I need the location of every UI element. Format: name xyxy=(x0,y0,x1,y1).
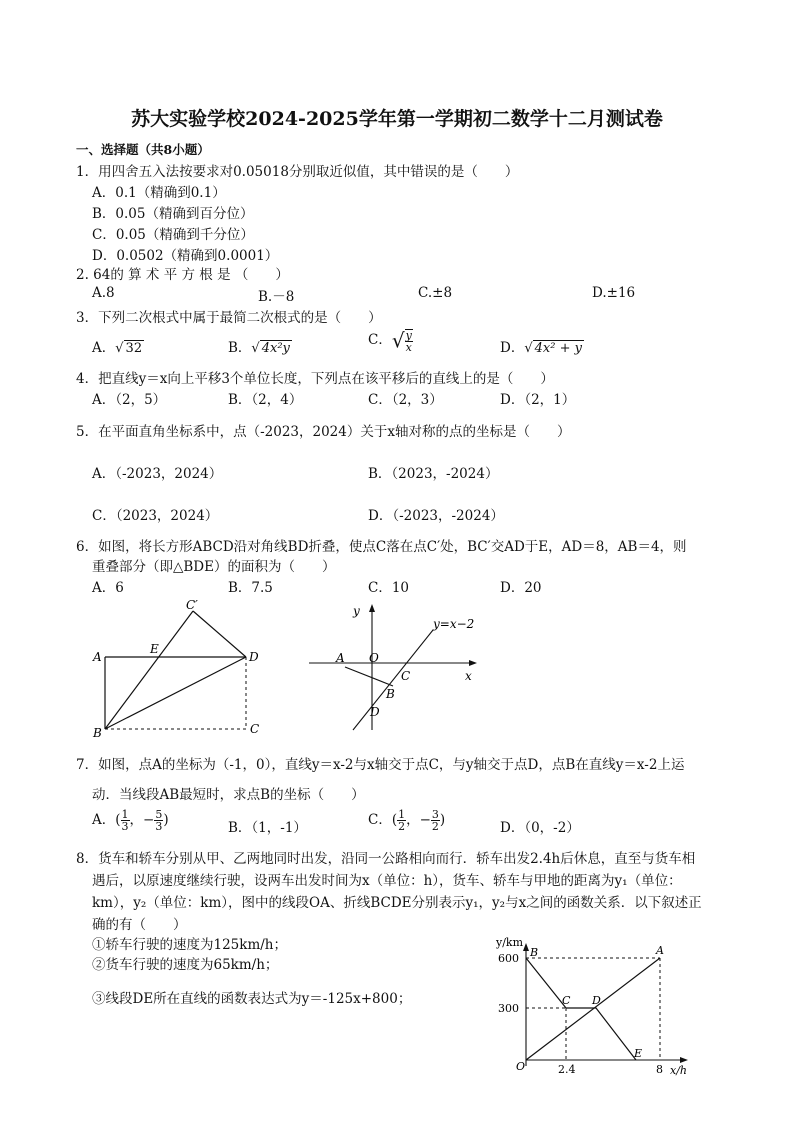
fig8-tick-600: 600 xyxy=(498,952,519,965)
fig7-line-label: y=x−2 xyxy=(433,617,475,631)
q7-option-a xyxy=(92,808,169,832)
q6-stem-line2: 重叠部分（即△BDE）的面积为（ ） xyxy=(92,559,336,575)
fig8-label-d: D xyxy=(592,994,601,1007)
q8-statement-1: ①轿车行驶的速度为125km/h； xyxy=(92,937,287,953)
q7-a-d1: 3 xyxy=(121,820,129,833)
q7-a-n1: 1 xyxy=(121,808,129,821)
q7-option-c-frac1 xyxy=(397,809,406,832)
q3-option-b xyxy=(228,336,292,356)
fig6-label-d: D xyxy=(249,650,259,664)
q8-statement-3: ③线段DE所在直线的函数表达式为y＝-125x+800； xyxy=(92,991,412,1007)
fig8-label-c: C xyxy=(562,994,571,1007)
coordinate-figure xyxy=(305,600,485,735)
rectangle-fold-figure xyxy=(88,595,278,745)
q4-option-a: A．（2，5） xyxy=(92,392,167,408)
q7-a-sep: ，− xyxy=(129,812,155,828)
sqrt-a: √ 32 xyxy=(115,341,143,356)
q7-option-a-frac1 xyxy=(121,809,130,832)
q1-option-b: B．0.05（精确到百分位） xyxy=(92,206,254,222)
q1-stem: 1．用四舍五入法按要求对0.05018分别取近似值，其中错误的是（ ） xyxy=(76,164,519,180)
fig6-label-e: E xyxy=(150,642,159,656)
q7-option-a-label: A．( xyxy=(92,812,121,828)
q4-option-b: B．（2，4） xyxy=(228,392,303,408)
q6-option-b: B．7.5 xyxy=(228,580,273,596)
q3-option-b-radicand: 4x²y xyxy=(261,341,290,356)
q3-stem: 3．下列二次根式中属于最简二次根式的是（ ） xyxy=(76,310,382,326)
q4-option-c: C．（2，3） xyxy=(368,392,443,408)
q7-option-c-label: C．( xyxy=(368,812,398,828)
q8-line4: 确的有（ ） xyxy=(92,917,187,933)
q3-option-c-label: C． xyxy=(368,332,392,348)
fig8-tick-2-4: 2.4 xyxy=(558,1063,576,1076)
q5-stem: 5．在平面直角坐标系中，点（-2023，2024）关于x轴对称的点的坐标是（ ） xyxy=(76,424,571,440)
q7-c-n1: 1 xyxy=(398,808,406,821)
q7-c-sep: ，− xyxy=(406,812,431,828)
q7-c-end: ) xyxy=(439,812,446,828)
q1-option-d: D．0.0502（精确到0.0001） xyxy=(92,248,279,264)
fig7-label-a: A xyxy=(336,651,345,665)
q7-option-c-frac2 xyxy=(431,809,440,832)
q1-option-c: C．0.05（精确到千分位） xyxy=(92,227,254,243)
fig8-label-e: E xyxy=(634,1047,643,1060)
q5-option-d: D．（-2023，-2024） xyxy=(368,508,504,524)
q8-line2: 遇后，以原速度继续行驶，设两车出发时间为x（单位：h），货车、轿车与甲地的距离为y₁（单位： xyxy=(92,873,682,889)
q2-stem: 2. 64的 算 术 平 方 根 是 （ ） xyxy=(76,267,289,283)
q7-option-a-frac2 xyxy=(154,809,163,832)
q3-option-c xyxy=(368,328,413,353)
q3-option-c-den: x xyxy=(405,340,412,354)
fig8-label-b: B xyxy=(530,946,539,959)
q4-stem: 4．把直线y＝x向上平移3个单位长度，下列点在该平移后的直线上的是（ ） xyxy=(76,371,554,387)
q3-option-d-radicand: 4x² + y xyxy=(534,341,582,356)
sqrt-d: √ 4x² + y xyxy=(524,341,582,356)
fig7-axis-y: y xyxy=(353,604,360,618)
fig8-x-unit: x/h xyxy=(670,1064,687,1077)
q7-c-n2: 3 xyxy=(431,808,439,821)
q8-line3: km），y₂（单位：km），图中的线段OA、折线BCDE分别表示y₁，y₂与x之间的函数关系．以下叙述正 xyxy=(92,895,702,911)
sqrt-b: √ 4x²y xyxy=(251,341,290,356)
q7-stem-line2: 动．当线段AB最短时，求点B的坐标（ ） xyxy=(92,787,365,803)
q4-option-d: D．（2，1） xyxy=(500,392,576,408)
q3-option-d-label: D． xyxy=(500,340,525,356)
q6-stem-line1: 6．如图，将长方形ABCD沿对角线BD折叠，使点C落在点C′处，BC′交AD于E，AD＝8，AB＝4，则 xyxy=(76,539,687,555)
q5-option-c: C．（2023，2024） xyxy=(92,508,219,524)
q7-a-n2: 5 xyxy=(155,808,163,821)
q3-option-c-num: y xyxy=(405,328,412,342)
q3-option-b-label: B． xyxy=(228,340,252,356)
q3-option-a-radicand: 32 xyxy=(125,341,143,356)
q7-option-c xyxy=(368,808,445,832)
q7-c-d2: 2 xyxy=(431,820,439,833)
q2-option-b: B.－8 xyxy=(258,289,295,305)
q7-option-d: D．（0，-2） xyxy=(500,820,580,836)
page-title: 苏大实验学校2024-2025学年第一学期初二数学十二月测试卷 xyxy=(131,108,663,130)
fig7-label-d: D xyxy=(370,705,380,719)
q6-option-c: C．10 xyxy=(368,580,410,596)
q6-option-a: A．6 xyxy=(92,580,124,596)
distance-time-graph xyxy=(490,930,700,1080)
fig8-y-unit: y/km xyxy=(496,936,524,949)
q5-option-a: A．（-2023，2024） xyxy=(92,466,223,482)
fig8-label-o: O xyxy=(516,1060,526,1073)
fig8-tick-8: 8 xyxy=(656,1063,663,1076)
q3-option-c-fraction xyxy=(405,329,413,353)
q7-stem-line1: 7．如图，点A的坐标为（-1，0），直线y＝x-2与x轴交于点C，与y轴交于点D，点B在直线y＝x-2上运 xyxy=(76,757,685,773)
q5-option-b: B．（2023，-2024） xyxy=(368,466,499,482)
q1-option-a: A．0.1（精确到0.1） xyxy=(92,185,226,201)
section-heading: 一、选择题（共8小题） xyxy=(76,142,210,157)
q3-option-a xyxy=(92,336,144,356)
q8-statement-2: ②货车行驶的速度为65km/h； xyxy=(92,957,279,973)
fig8-tick-300: 300 xyxy=(498,1002,519,1015)
q3-option-d xyxy=(500,336,584,356)
fig6-label-cprime: C′ xyxy=(186,598,198,612)
q7-option-b: B．（1，-1） xyxy=(228,820,307,836)
q6-option-d: D．20 xyxy=(500,580,542,596)
q2-option-a: A.8 xyxy=(92,285,115,301)
fig6-label-a: A xyxy=(93,650,102,664)
q3-option-a-label: A． xyxy=(92,340,116,356)
fig7-label-b: B xyxy=(386,687,395,701)
q2-option-d: D.±16 xyxy=(592,285,636,301)
fig8-label-a: A xyxy=(656,944,664,957)
fig7-label-c: C xyxy=(401,669,411,683)
fig6-label-b: B xyxy=(93,726,102,740)
q7-c-d1: 2 xyxy=(398,820,406,833)
fig6-label-c: C xyxy=(250,722,260,736)
fig7-axis-x: x xyxy=(465,669,472,683)
sqrt-c: √ xyxy=(391,328,405,353)
q7-a-end: ) xyxy=(163,812,169,828)
q8-line1: 8．货车和轿车分别从甲、乙两地同时出发，沿同一公路相向而行．轿车出发2.4h后休息，直至与货车相 xyxy=(76,851,696,867)
fig7-label-o: O xyxy=(369,651,379,665)
q7-a-d2: 3 xyxy=(155,820,163,833)
q2-option-c: C.±8 xyxy=(418,285,453,301)
